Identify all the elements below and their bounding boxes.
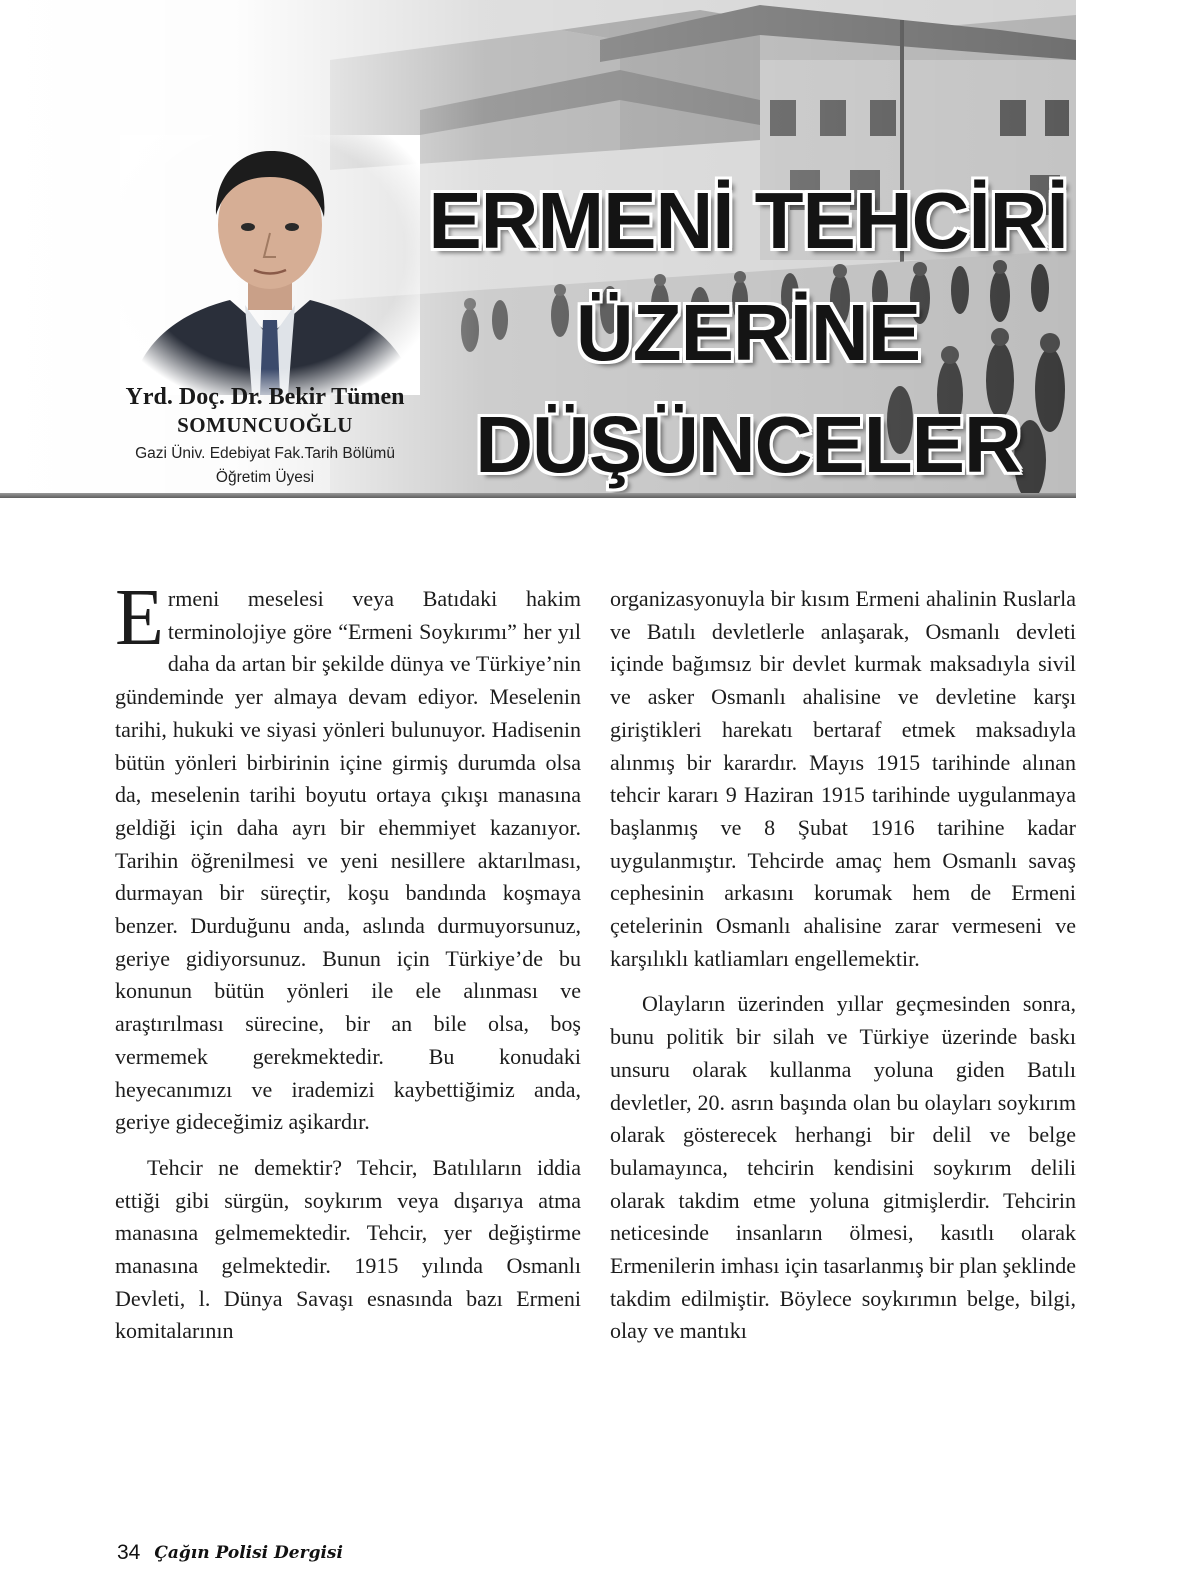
header-divider <box>0 493 1076 498</box>
header-banner <box>0 0 1076 497</box>
author-block <box>90 383 440 490</box>
title-line-2: ÜZERİNE <box>575 288 921 377</box>
title-line-3: DÜŞÜNCELER <box>475 400 1021 489</box>
article-title <box>420 165 1076 497</box>
title-line-1: ERMENİ TEHCİRİ <box>428 176 1068 265</box>
author-name-line2: SOMUNCUOĞLU <box>177 413 353 437</box>
paragraph: Tehcir ne demektir? Tehcir, Batılıların iddia ettiği gibi sürgün, soykırım veya dışarıya atma manasına gelmemektedir. Tehcir, yer değiştirme manasına gelmektedir. 1915 yılında Osmanlı Devleti, l. Dünya Savaşı esnasında bazı Ermeni komitalarının <box>115 1154 581 1344</box>
author-name-line1: Yrd. Doç. Dr. Bekir Tümen <box>125 384 405 410</box>
paragraph-text: rmeni meselesi veya Batıdaki hakim terminolojiye göre “Ermeni Soykırımı” her yıl daha da artan bir şekilde dünya ve Türkiye’nin gündeminde yer almaya devam ediyor. Meselenin tarihi, hukuki ve siyasi yönleri bulunuyor. Hadisenin bütün yönleri birbirinin içine girmiş durumda olsa da, meselenin tarihi boyutu ortaya çıkışı manasına geldiği için daha ayrı bir ehemmiyet kazanıyor. Tarihin öğrenilmesi ve yeni nesillere aktarılması, durmayan bir süreçtir, koşu bandında koşmaya benzer. Durduğunu anda, aslında durmuyorsunuz, geriye gidiyorsunuz. Bunun için Türkiye’de bu konunun bütün yönleri ile ele alınması ve araştırılması sürecine, bir an bile olsa, boş vermemek gerekmektedir. Bu konudaki heyecanımızı ve irademizi kaybettiğimiz anda, geriye gideceğimiz aşikardır. <box>115 586 581 1135</box>
page-number: 34 <box>117 1541 141 1564</box>
author-affiliation-line1: Gazi Üniv. Edebiyat Fak.Tarih Bölümü <box>135 445 395 462</box>
page-footer <box>117 1541 343 1569</box>
paragraph <box>115 574 581 1139</box>
article-column-left <box>115 574 581 1348</box>
paragraph: Olayların üzerinden yıllar geçmesinden sonra, bunu politik bir silah ve Türkiye üzerinde baskı unsuru olarak kullanma yoluna giden Batılı devletler, 20. asrın başında olan bu olayları soykırım olarak gösterecek herhangi bir delil ve belge bulamayınca, tehcirin kendisini soykırım delili olarak takdim etme yoluna gitmişlerdir. Tehcirin neticesinde insanların ölmesi, kasıtlı olarak Ermenilerin imhası için tasarlanmış bir plan şeklinde takdim edilmiştir. Böylece soykırımın belge, bilgi, olay ve mantıkı <box>610 991 1076 1344</box>
article-column-right <box>610 583 1076 1348</box>
author-affiliation <box>90 442 440 490</box>
paragraph: organizasyonuyla bir kısım Ermeni ahalinin Ruslarla ve Batılı devletlerle anlaşarak, Osmanlı devleti içinde bağımsız bir devlet kurmak maksadıyla sivil ve asker Osmanlı ahalisine ve devletine karşı giriştikleri harekatı bertaraf etmek maksadıyla alınmış bir karardır. Mayıs 1915 tarihinde alınan tehcir kararı 9 Haziran 1915 tarihinde uygulanmaya başlanmış ve 8 Şubat 1916 tarihine kadar uygulanmıştır. Tehcirde amaç hem Osmanlı savaş cephesinin arkasını korumak hem de Ermeni çetelerinin Osmanlı ahalisine zarar vermeseni ve karşılıklı katliamları engellemektir. <box>610 586 1076 971</box>
drop-cap: E <box>115 574 164 662</box>
author-portrait <box>120 135 420 395</box>
author-affiliation-line2: Öğretim Üyesi <box>215 469 315 486</box>
magazine-name: Çağın Polisi Dergisi <box>154 1543 343 1563</box>
